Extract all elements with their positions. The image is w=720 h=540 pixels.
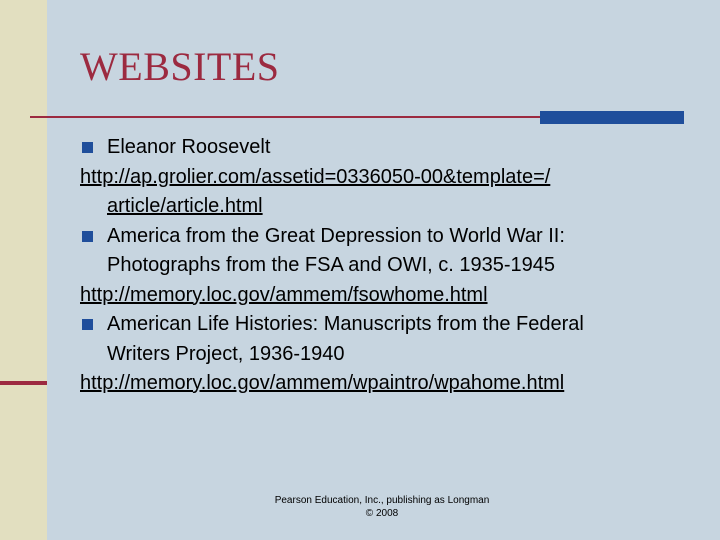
link-text-line2: article/article.html xyxy=(107,195,263,217)
bullet-text-line1: American Life Histories: Manuscripts from the Federal xyxy=(107,313,584,335)
left-decorative-band xyxy=(0,0,47,540)
bullet-item-fsa-owi xyxy=(80,222,700,281)
footer-copyright: © 2008 xyxy=(365,508,399,519)
bullet-text-line1: America from the Great Depression to World War II: xyxy=(107,224,565,247)
bullet-text-line2: Photographs from the FSA and OWI, c. 1935-1945 xyxy=(107,254,556,276)
link-grolier[interactable] xyxy=(80,163,700,222)
slide-content xyxy=(80,133,700,399)
link-wpahome[interactable]: http://memory.loc.gov/ammem/wpaintro/wpahome.html xyxy=(80,372,565,394)
bullet-text-line2: Writers Project, 1936-1940 xyxy=(107,342,345,365)
bullet-text: Eleanor Roosevelt xyxy=(107,136,271,158)
left-accent-bar xyxy=(0,381,47,385)
square-bullet-icon xyxy=(82,319,93,330)
square-bullet-icon xyxy=(82,142,93,153)
link-text-line1: http://ap.grolier.com/assetid=0336050-00&template=/ xyxy=(80,165,551,188)
slide-title: WEBSITES xyxy=(80,44,280,89)
title-rule-line xyxy=(30,116,540,118)
bullet-item-eleanor-roosevelt xyxy=(80,133,700,163)
bullet-item-american-life-histories xyxy=(80,310,700,369)
title-rule-bar xyxy=(540,111,684,124)
footer-publisher: Pearson Education, Inc., publishing as Longman xyxy=(274,495,490,506)
slide-footer xyxy=(232,494,532,520)
square-bullet-icon xyxy=(82,231,93,242)
link-fsowhome[interactable]: http://memory.loc.gov/ammem/fsowhome.html xyxy=(80,283,488,306)
